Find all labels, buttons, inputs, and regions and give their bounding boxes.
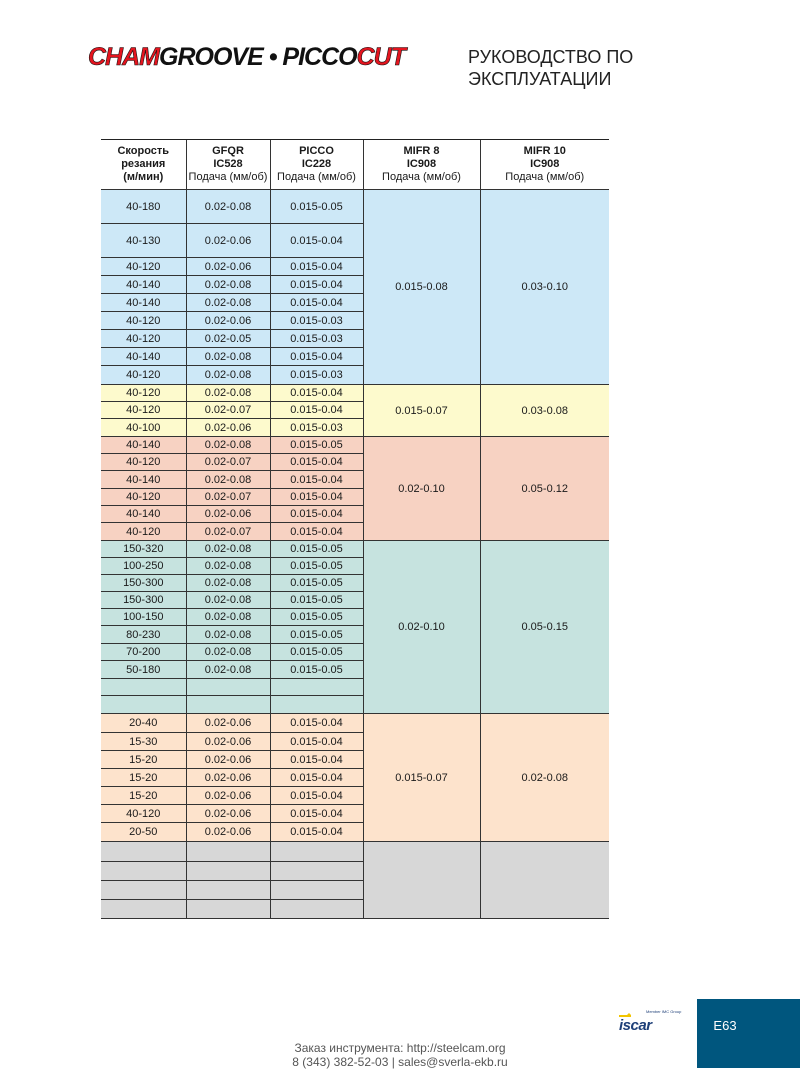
cell-gfqr-feed bbox=[186, 881, 270, 900]
cell-speed bbox=[101, 900, 186, 919]
cell-speed: 100-250 bbox=[101, 558, 186, 575]
cell-picco-feed: 0.015-0.04 bbox=[270, 805, 363, 823]
cell-picco-feed: 0.015-0.04 bbox=[270, 276, 363, 294]
table-row bbox=[101, 714, 609, 733]
cell-picco-feed: 0.015-0.04 bbox=[270, 769, 363, 787]
iscar-logo-icon bbox=[617, 1008, 685, 1032]
cell-speed: 40-120 bbox=[101, 366, 186, 385]
cell-gfqr-feed: 0.02-0.07 bbox=[186, 523, 270, 541]
cell-gfqr-feed: 0.02-0.06 bbox=[186, 787, 270, 805]
cell-mifr10-feed: 0.05-0.15 bbox=[480, 541, 609, 714]
cell-gfqr-feed: 0.02-0.06 bbox=[186, 769, 270, 787]
cell-speed: 150-300 bbox=[101, 575, 186, 592]
cell-mifr8-feed: 0.015-0.08 bbox=[363, 190, 480, 385]
cell-speed: 40-130 bbox=[101, 224, 186, 258]
cell-picco-feed: 0.015-0.04 bbox=[270, 823, 363, 842]
cell-speed bbox=[101, 696, 186, 714]
cell-speed: 40-120 bbox=[101, 385, 186, 402]
page-title-line2: ЭКСПЛУАТАЦИИ bbox=[468, 69, 612, 89]
table-row bbox=[101, 842, 609, 862]
col-header-mifr8: MIFR 8 IC908 Подача (мм/об) bbox=[363, 140, 480, 190]
page-number: E63 bbox=[713, 1018, 737, 1033]
cell-mifr8-feed bbox=[363, 842, 480, 919]
cell-picco-feed: 0.015-0.04 bbox=[270, 402, 363, 419]
iscar-member-text: Member IMC Group bbox=[646, 1009, 682, 1014]
col-header-mifr10: MIFR 10 IC908 Подача (мм/об) bbox=[480, 140, 609, 190]
cell-picco-feed: 0.015-0.05 bbox=[270, 644, 363, 661]
cell-gfqr-feed: 0.02-0.06 bbox=[186, 506, 270, 523]
cell-mifr8-feed: 0.02-0.10 bbox=[363, 437, 480, 541]
cell-gfqr-feed: 0.02-0.08 bbox=[186, 294, 270, 312]
cell-mifr10-feed: 0.03-0.08 bbox=[480, 385, 609, 437]
cell-mifr10-feed: 0.05-0.12 bbox=[480, 437, 609, 541]
cell-picco-feed: 0.015-0.04 bbox=[270, 294, 363, 312]
cell-speed: 15-20 bbox=[101, 769, 186, 787]
cell-gfqr-feed: 0.02-0.08 bbox=[186, 609, 270, 626]
cell-picco-feed: 0.015-0.03 bbox=[270, 312, 363, 330]
cell-picco-feed: 0.015-0.04 bbox=[270, 751, 363, 769]
cell-picco-feed: 0.015-0.04 bbox=[270, 506, 363, 523]
cell-picco-feed: 0.015-0.05 bbox=[270, 592, 363, 609]
logo-groove: GROOVE bbox=[159, 43, 263, 71]
cell-speed: 40-120 bbox=[101, 330, 186, 348]
cell-speed: 40-120 bbox=[101, 258, 186, 276]
cell-picco-feed: 0.015-0.05 bbox=[270, 558, 363, 575]
cell-mifr10-feed: 0.02-0.08 bbox=[480, 714, 609, 842]
cell-speed: 80-230 bbox=[101, 626, 186, 644]
cell-picco-feed: 0.015-0.05 bbox=[270, 575, 363, 592]
cell-speed: 40-120 bbox=[101, 805, 186, 823]
cell-picco-feed bbox=[270, 842, 363, 862]
cell-picco-feed: 0.015-0.05 bbox=[270, 190, 363, 224]
cell-picco-feed bbox=[270, 900, 363, 919]
cell-mifr8-feed: 0.02-0.10 bbox=[363, 541, 480, 714]
cell-picco-feed: 0.015-0.05 bbox=[270, 541, 363, 558]
cell-mifr8-feed: 0.015-0.07 bbox=[363, 385, 480, 437]
cell-gfqr-feed: 0.02-0.08 bbox=[186, 661, 270, 679]
cell-gfqr-feed: 0.02-0.08 bbox=[186, 626, 270, 644]
cell-picco-feed: 0.015-0.04 bbox=[270, 523, 363, 541]
cell-speed: 40-120 bbox=[101, 312, 186, 330]
cell-gfqr-feed: 0.02-0.06 bbox=[186, 714, 270, 733]
table-row bbox=[101, 190, 609, 224]
cell-gfqr-feed: 0.02-0.08 bbox=[186, 437, 270, 454]
cell-gfqr-feed: 0.02-0.08 bbox=[186, 190, 270, 224]
table-row bbox=[101, 437, 609, 454]
cell-picco-feed bbox=[270, 679, 363, 696]
cell-speed: 40-140 bbox=[101, 294, 186, 312]
cell-speed: 20-40 bbox=[101, 714, 186, 733]
chamgroove-piccocut-logo bbox=[88, 42, 405, 72]
cell-gfqr-feed: 0.02-0.06 bbox=[186, 751, 270, 769]
cell-speed bbox=[101, 842, 186, 862]
cell-speed: 40-120 bbox=[101, 454, 186, 471]
cell-speed: 150-320 bbox=[101, 541, 186, 558]
cell-picco-feed: 0.015-0.05 bbox=[270, 661, 363, 679]
cell-gfqr-feed: 0.02-0.06 bbox=[186, 258, 270, 276]
cell-speed: 150-300 bbox=[101, 592, 186, 609]
cell-picco-feed: 0.015-0.04 bbox=[270, 733, 363, 751]
cell-speed: 50-180 bbox=[101, 661, 186, 679]
cell-picco-feed: 0.015-0.04 bbox=[270, 385, 363, 402]
cell-speed: 100-150 bbox=[101, 609, 186, 626]
cell-gfqr-feed bbox=[186, 900, 270, 919]
cell-picco-feed: 0.015-0.03 bbox=[270, 366, 363, 385]
cell-gfqr-feed: 0.02-0.06 bbox=[186, 312, 270, 330]
col-header-gfqr: GFQR IC528 Подача (мм/об) bbox=[186, 140, 270, 190]
cell-picco-feed bbox=[270, 862, 363, 881]
page-number-box bbox=[697, 999, 800, 1068]
cell-gfqr-feed: 0.02-0.06 bbox=[186, 805, 270, 823]
logo-cut: CUT bbox=[356, 43, 405, 71]
cell-speed: 15-20 bbox=[101, 787, 186, 805]
cell-speed bbox=[101, 679, 186, 696]
table-header-row bbox=[101, 140, 609, 190]
table-row bbox=[101, 541, 609, 558]
cell-speed: 20-50 bbox=[101, 823, 186, 842]
cell-gfqr-feed: 0.02-0.06 bbox=[186, 823, 270, 842]
cell-mifr8-feed: 0.015-0.07 bbox=[363, 714, 480, 842]
cell-gfqr-feed: 0.02-0.08 bbox=[186, 592, 270, 609]
cell-picco-feed: 0.015-0.03 bbox=[270, 419, 363, 437]
cell-picco-feed: 0.015-0.03 bbox=[270, 330, 363, 348]
cell-gfqr-feed: 0.02-0.08 bbox=[186, 276, 270, 294]
footer-phone-email[interactable]: 8 (343) 382-52-03 | sales@sverla-ekb.ru bbox=[292, 1055, 508, 1069]
cell-gfqr-feed: 0.02-0.07 bbox=[186, 489, 270, 506]
cell-gfqr-feed bbox=[186, 696, 270, 714]
cell-speed: 40-140 bbox=[101, 471, 186, 489]
cell-picco-feed: 0.015-0.05 bbox=[270, 437, 363, 454]
cell-speed: 15-20 bbox=[101, 751, 186, 769]
cell-picco-feed: 0.015-0.05 bbox=[270, 626, 363, 644]
cell-speed: 70-200 bbox=[101, 644, 186, 661]
logo-dot: • bbox=[262, 43, 283, 71]
cell-speed: 15-30 bbox=[101, 733, 186, 751]
cell-mifr10-feed bbox=[480, 842, 609, 919]
cell-gfqr-feed: 0.02-0.05 bbox=[186, 330, 270, 348]
footer-contact bbox=[0, 1041, 800, 1069]
cell-speed: 40-100 bbox=[101, 419, 186, 437]
cell-speed: 40-180 bbox=[101, 190, 186, 224]
cell-speed bbox=[101, 862, 186, 881]
cell-speed: 40-140 bbox=[101, 437, 186, 454]
cell-mifr10-feed: 0.03-0.10 bbox=[480, 190, 609, 385]
cell-gfqr-feed: 0.02-0.08 bbox=[186, 471, 270, 489]
cell-picco-feed: 0.015-0.04 bbox=[270, 454, 363, 471]
cell-gfqr-feed: 0.02-0.06 bbox=[186, 419, 270, 437]
cell-picco-feed: 0.015-0.04 bbox=[270, 258, 363, 276]
logo-picco: PICCO bbox=[282, 43, 357, 71]
cell-picco-feed: 0.015-0.05 bbox=[270, 609, 363, 626]
cell-picco-feed: 0.015-0.04 bbox=[270, 787, 363, 805]
cell-gfqr-feed: 0.02-0.08 bbox=[186, 541, 270, 558]
cell-gfqr-feed: 0.02-0.07 bbox=[186, 402, 270, 419]
cell-speed: 40-140 bbox=[101, 348, 186, 366]
table-row bbox=[101, 385, 609, 402]
cell-gfqr-feed bbox=[186, 679, 270, 696]
col-header-picco: PICCO IC228 Подача (мм/об) bbox=[270, 140, 363, 190]
cell-gfqr-feed: 0.02-0.08 bbox=[186, 575, 270, 592]
cell-gfqr-feed bbox=[186, 862, 270, 881]
cell-picco-feed bbox=[270, 696, 363, 714]
cell-picco-feed: 0.015-0.04 bbox=[270, 489, 363, 506]
col-header-speed: Скорость резания (м/мин) bbox=[101, 140, 186, 190]
cell-speed bbox=[101, 881, 186, 900]
cell-gfqr-feed: 0.02-0.06 bbox=[186, 224, 270, 258]
cell-picco-feed: 0.015-0.04 bbox=[270, 714, 363, 733]
cell-speed: 40-140 bbox=[101, 506, 186, 523]
cell-speed: 40-120 bbox=[101, 489, 186, 506]
cell-speed: 40-120 bbox=[101, 523, 186, 541]
cell-speed: 40-140 bbox=[101, 276, 186, 294]
cell-picco-feed: 0.015-0.04 bbox=[270, 348, 363, 366]
footer-order-link[interactable]: Заказ инструмента: http://steelcam.org bbox=[294, 1041, 506, 1055]
cell-gfqr-feed bbox=[186, 842, 270, 862]
cutting-data-table bbox=[101, 139, 609, 919]
cell-gfqr-feed: 0.02-0.08 bbox=[186, 385, 270, 402]
cell-picco-feed: 0.015-0.04 bbox=[270, 471, 363, 489]
cell-gfqr-feed: 0.02-0.07 bbox=[186, 454, 270, 471]
cell-picco-feed bbox=[270, 881, 363, 900]
cell-gfqr-feed: 0.02-0.08 bbox=[186, 558, 270, 575]
page-title-line1: РУКОВОДСТВО ПО bbox=[468, 47, 634, 67]
page-title bbox=[468, 46, 633, 90]
cell-gfqr-feed: 0.02-0.06 bbox=[186, 733, 270, 751]
cell-gfqr-feed: 0.02-0.08 bbox=[186, 644, 270, 661]
cell-gfqr-feed: 0.02-0.08 bbox=[186, 348, 270, 366]
logo-cham: CHAM bbox=[88, 43, 159, 71]
iscar-brand-text: iscar bbox=[619, 1017, 652, 1032]
cell-gfqr-feed: 0.02-0.08 bbox=[186, 366, 270, 385]
cell-picco-feed: 0.015-0.04 bbox=[270, 224, 363, 258]
cell-speed: 40-120 bbox=[101, 402, 186, 419]
